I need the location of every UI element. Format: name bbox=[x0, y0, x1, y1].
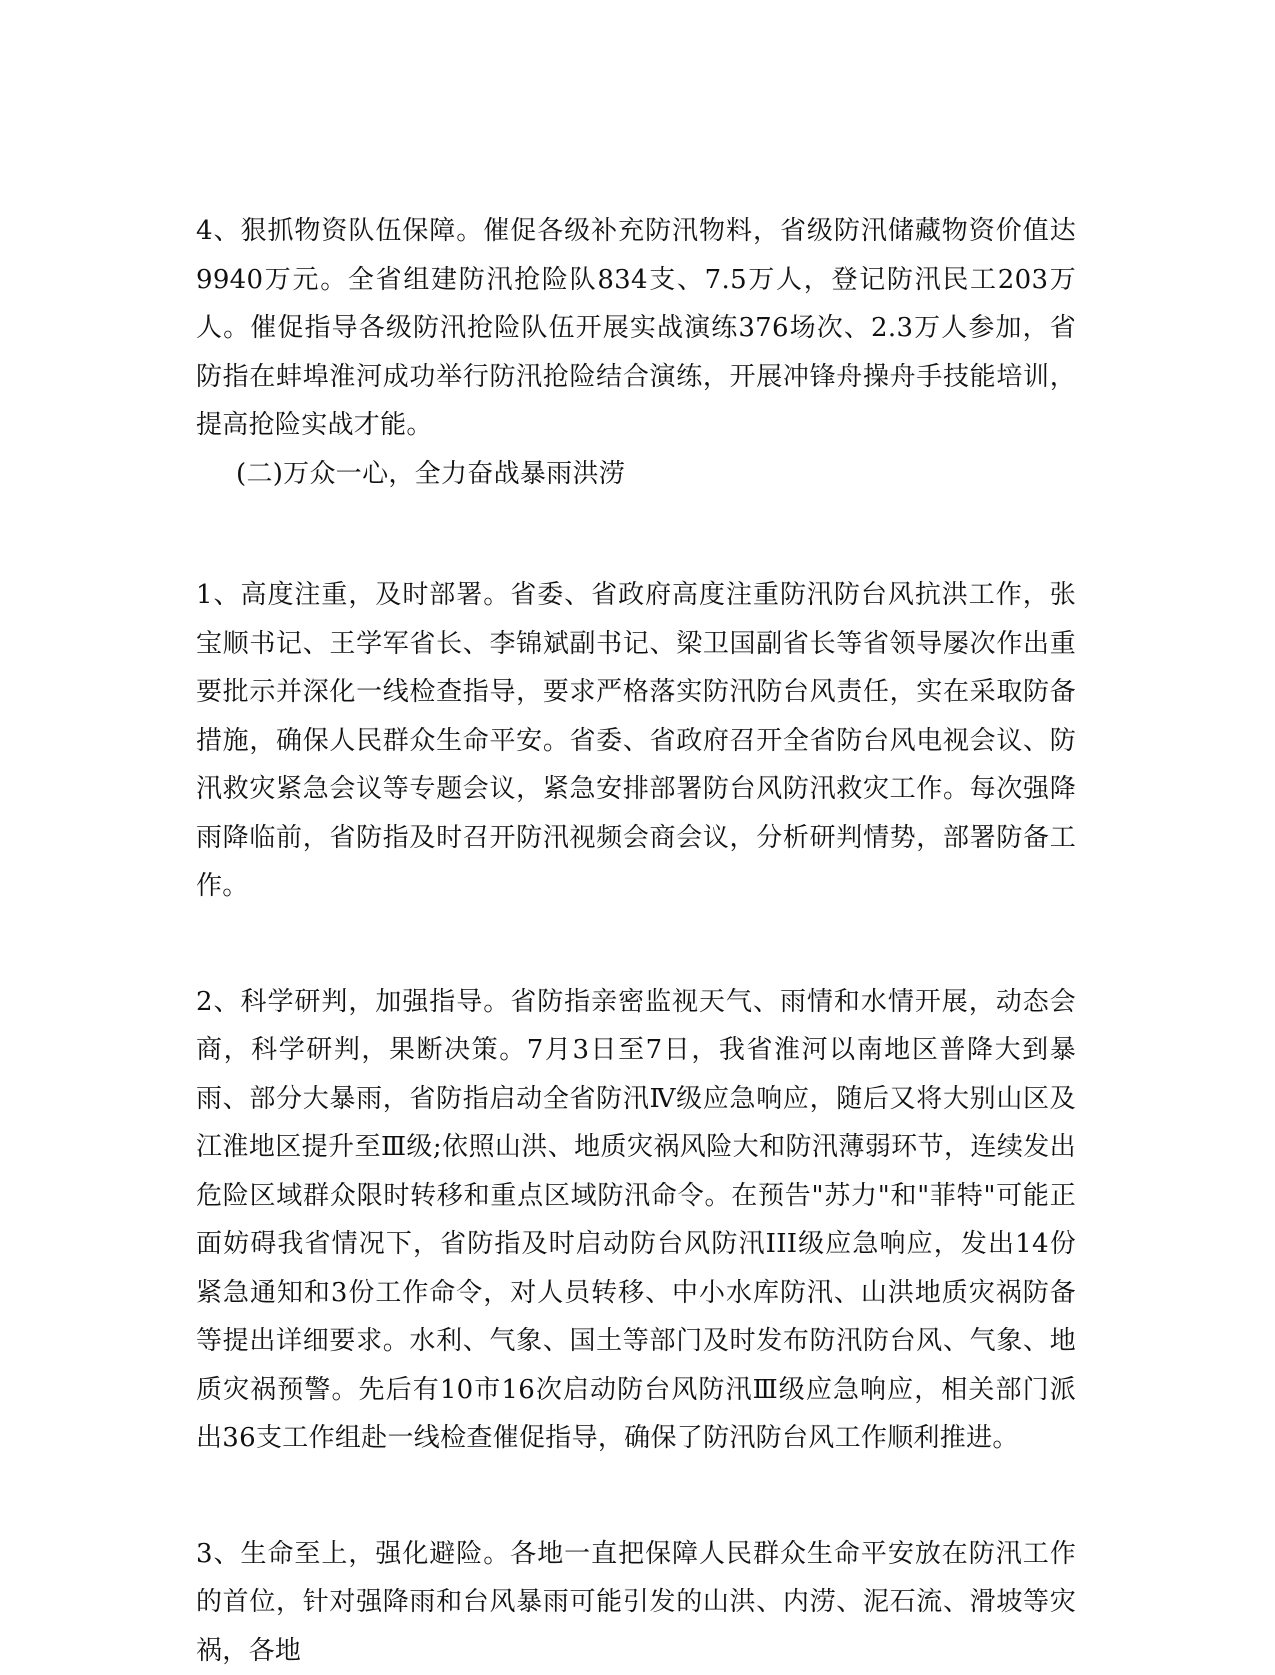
section-heading-2: (二)万众一心，全力奋战暴雨洪涝 bbox=[196, 450, 1076, 499]
paragraph-spacer bbox=[196, 498, 1076, 571]
document-body bbox=[196, 207, 1076, 1675]
paragraph-1-deployment: 1、高度注重，及时部署。省委、省政府高度注重防汛防台风抗洪工作，张宝顺书记、王学军省长、李锦斌副书记、梁卫国副省长等省领导屡次作出重要批示并深化一线检查指导，要求严格落实防汛防台风责任，实在采取防备措施，确保人民群众生命平安。省委、省政府召开全省防台风电视会议、防汛救灾紧急会议等专题会议，紧急安排部署防台风防汛救灾工作。每次强降雨降临前，省防指及时召开防汛视频会商会议，分析研判情势，部署防备工作。 bbox=[196, 571, 1076, 911]
paragraph-3-risk-avoidance: 3、生命至上，强化避险。各地一直把保障人民群众生命平安放在防汛工作的首位，针对强降雨和台风暴雨可能引发的山洪、内涝、泥石流、滑坡等灾祸，各地 bbox=[196, 1530, 1076, 1675]
paragraph-4-material-support: 4、狠抓物资队伍保障。催促各级补充防汛物料，省级防汛储藏物资价值达9940万元。全省组建防汛抢险队834支、7.5万人，登记防汛民工203万人。催促指导各级防汛抢险队伍开展实战演练376场次、2.3万人参加，省防指在蚌埠淮河成功举行防汛抢险结合演练，开展冲锋舟操舟手技能培训，提高抢险实战才能。 bbox=[196, 207, 1076, 450]
paragraph-2-guidance: 2、科学研判，加强指导。省防指亲密监视天气、雨情和水情开展，动态会商，科学研判，果断决策。7月3日至7日，我省淮河以南地区普降大到暴雨、部分大暴雨，省防指启动全省防汛Ⅳ级应急响应，随后又将大别山区及江淮地区提升至Ⅲ级;依照山洪、地质灾祸风险大和防汛薄弱环节，连续发出危险区域群众限时转移和重点区域防汛命令。在预告"苏力"和"菲特"可能正面妨碍我省情况下，省防指及时启动防台风防汛III级应急响应，发出14份紧急通知和3份工作命令，对人员转移、中小水库防汛、山洪地质灾祸防备等提出详细要求。水利、气象、国土等部门及时发布防汛防台风、气象、地质灾祸预警。先后有10市16次启动防台风防汛Ⅲ级应急响应，相关部门派出36支工作组赴一线检查催促指导，确保了防汛防台风工作顺利推进。 bbox=[196, 978, 1076, 1463]
paragraph-spacer bbox=[196, 911, 1076, 978]
paragraph-spacer bbox=[196, 1463, 1076, 1530]
